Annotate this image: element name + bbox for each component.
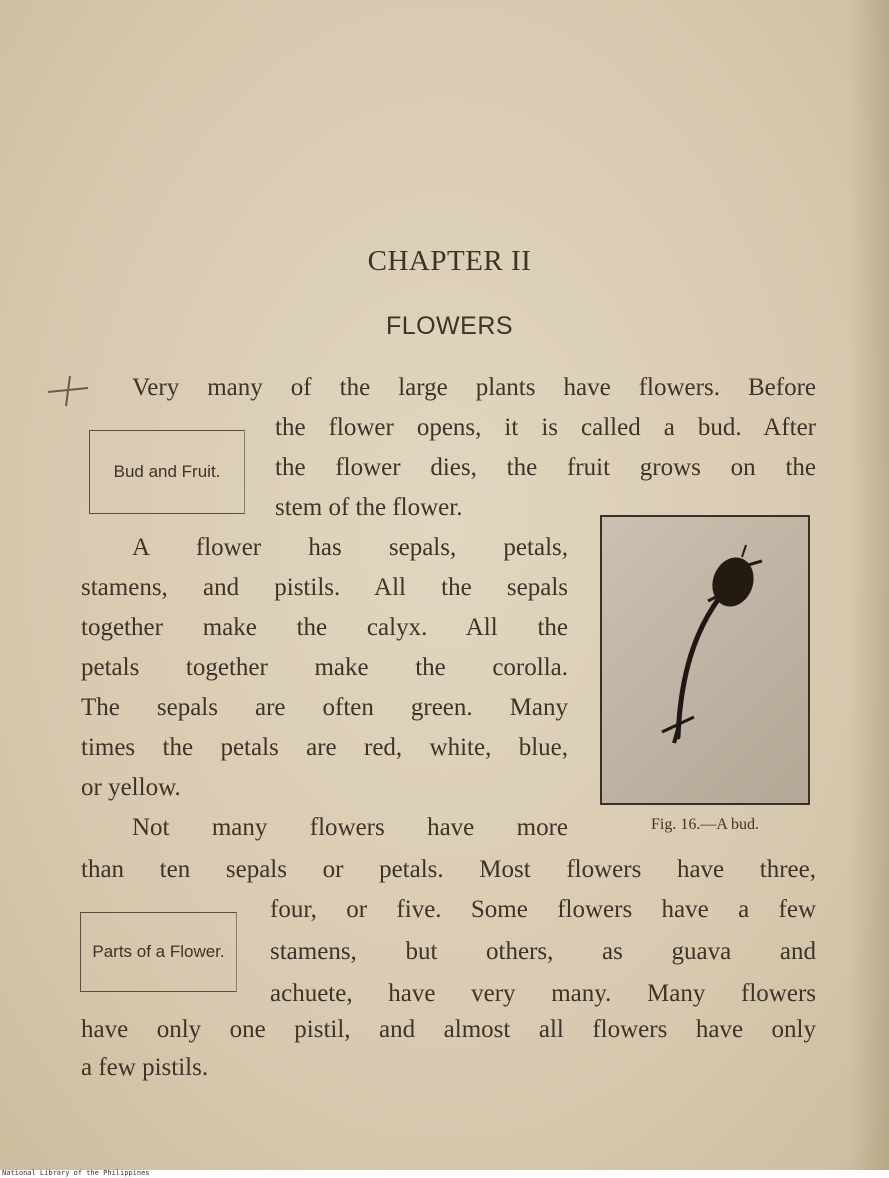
text-line: The sepals are often green. Many	[81, 694, 568, 721]
text-line: stamens, but others, as guava and	[270, 938, 816, 965]
text-line: have only one pistil, and almost all flowers have only	[81, 1016, 816, 1043]
text-line: stem of the flower.	[275, 494, 463, 521]
sidenote-bud-and-fruit: Bud and Fruit.	[89, 430, 245, 514]
text-line: Very many of the large plants have flowers. Before	[132, 374, 816, 401]
figure-bud-photo	[600, 515, 810, 805]
margin-pencil-mark	[46, 372, 90, 408]
section-heading: FLOWERS	[385, 312, 514, 340]
text-line: petals together make the corolla.	[81, 654, 568, 681]
text-line: stamens, and pistils. All the sepals	[81, 574, 568, 601]
text-line: achuete, have very many. Many flowers	[270, 980, 816, 1007]
page-edge-shadow	[849, 0, 889, 1170]
text-line: times the petals are red, white, blue,	[81, 734, 568, 761]
text-line: the flower opens, it is called a bud. After	[275, 414, 816, 441]
text-line: Not many flowers have more	[132, 814, 568, 841]
text-line: A flower has sepals, petals,	[132, 534, 568, 561]
text-line: together make the calyx. All the	[81, 614, 568, 641]
bud-illustration	[602, 517, 808, 803]
text-line: than ten sepals or petals. Most flowers have three,	[81, 856, 816, 883]
text-line: a few pistils.	[81, 1054, 209, 1081]
chapter-label: CHAPTER II	[367, 245, 532, 277]
text-line: or yellow.	[81, 774, 181, 801]
sidenote-parts-of-a-flower: Parts of a Flower.	[80, 912, 237, 992]
text-line: four, or five. Some flowers have a few	[270, 896, 816, 923]
text-line: the flower dies, the fruit grows on the	[275, 454, 816, 481]
figure-caption: Fig. 16.—A bud.	[650, 816, 759, 833]
library-credit: National Library of the Philippines	[2, 1169, 150, 1177]
